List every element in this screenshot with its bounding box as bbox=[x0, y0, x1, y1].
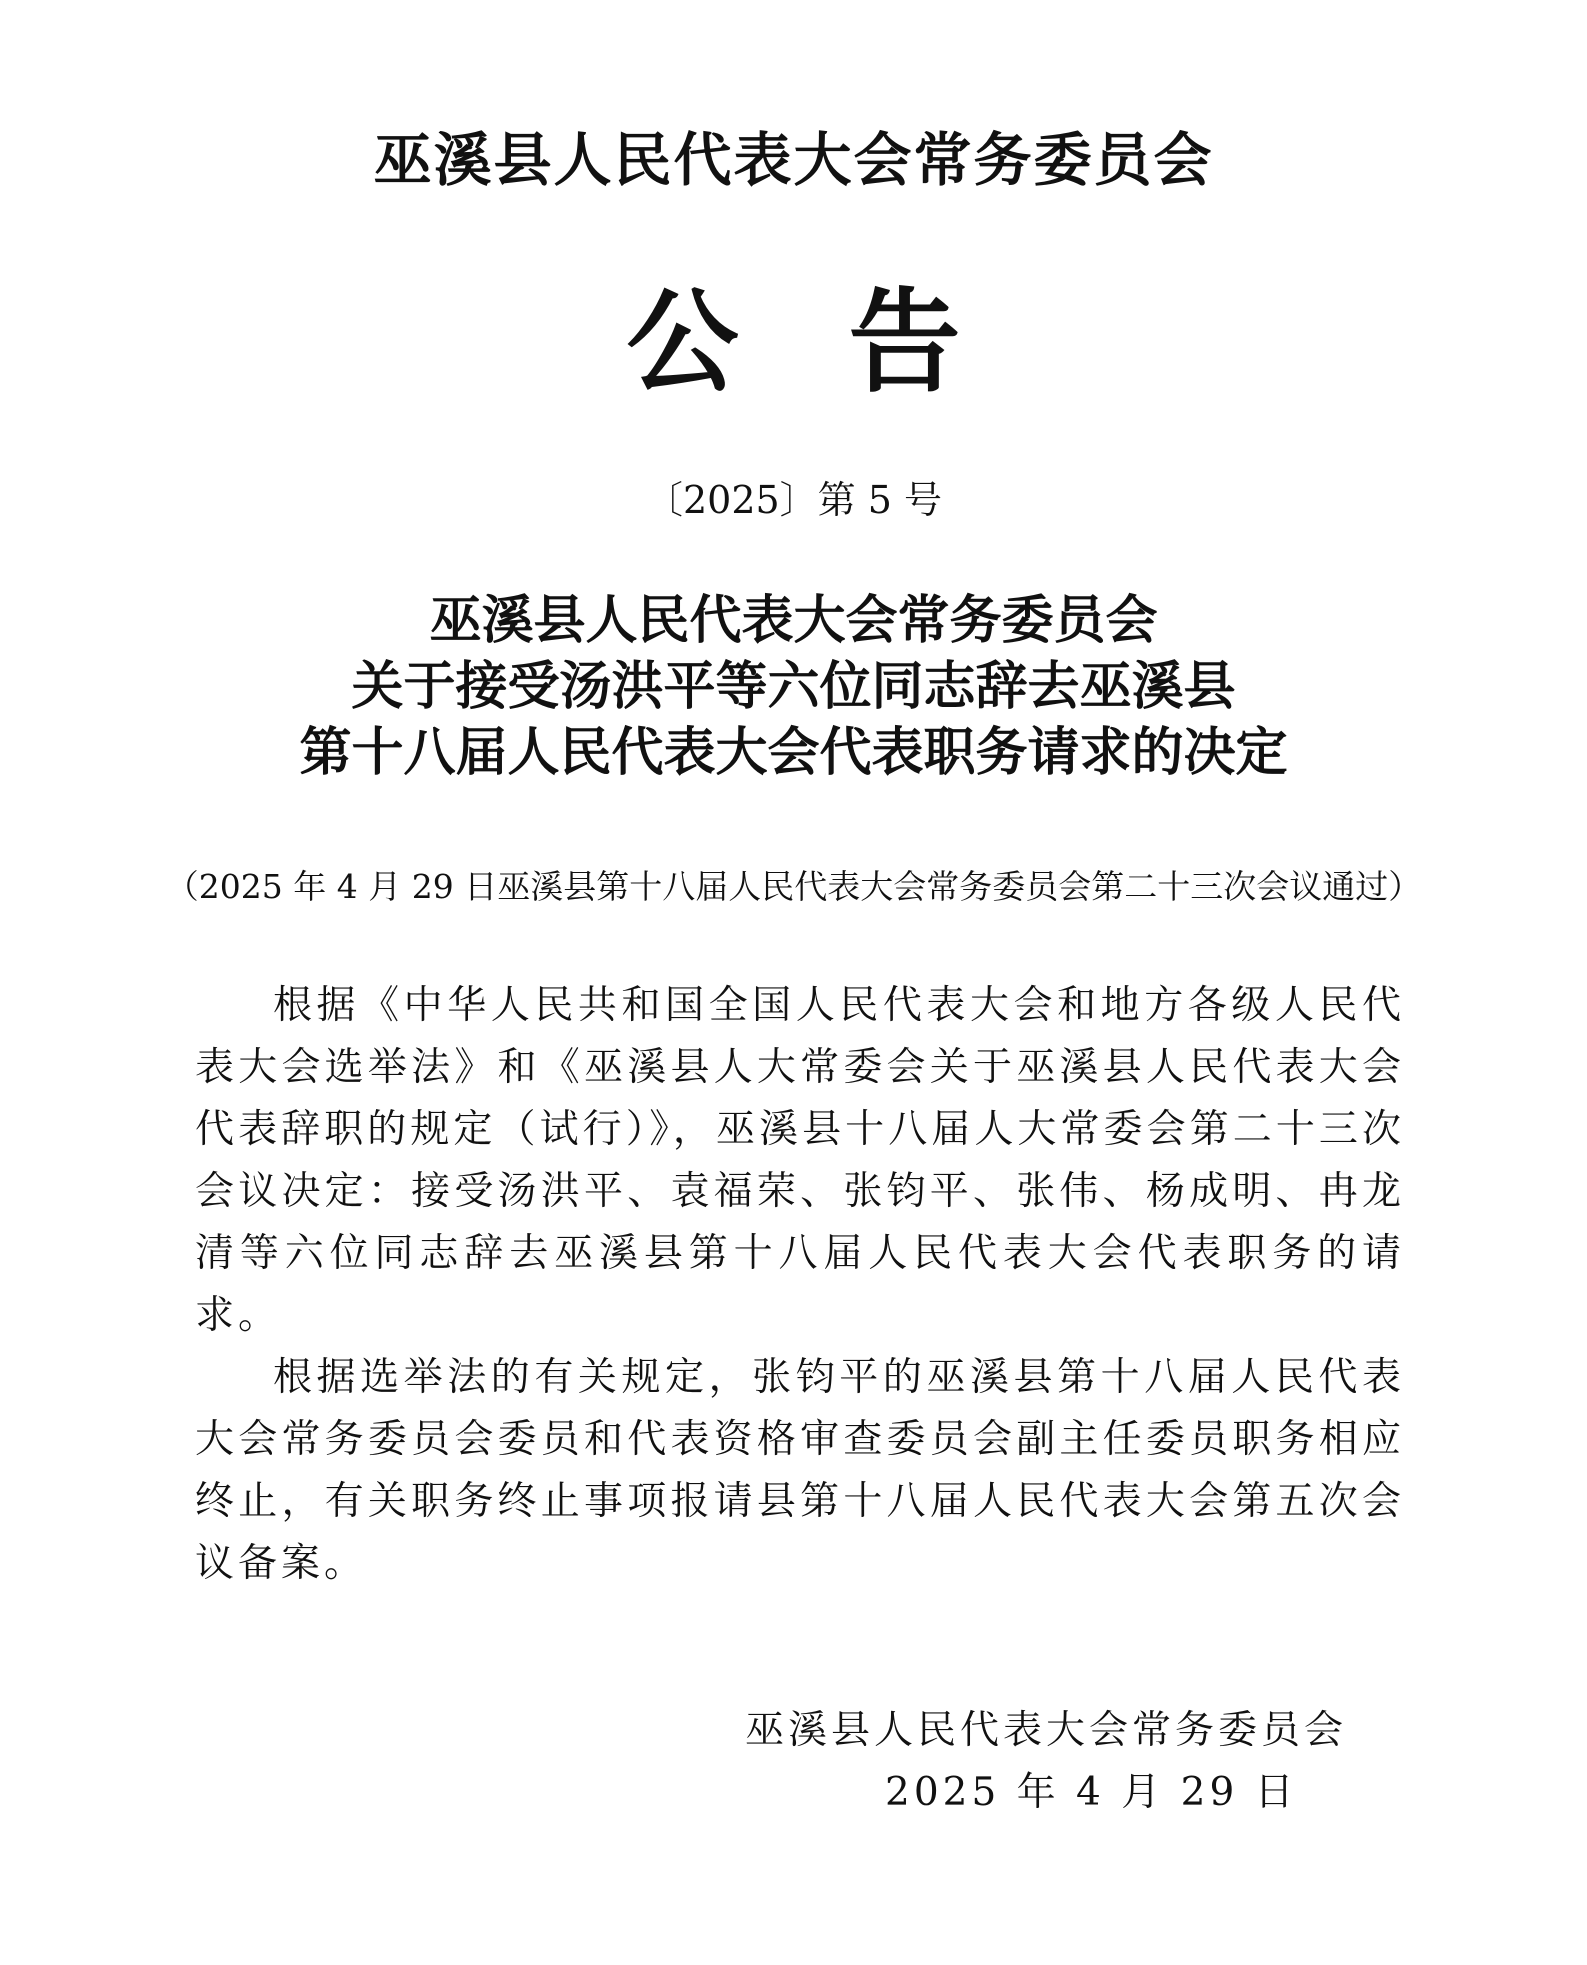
document-kind-title bbox=[0, 278, 1587, 408]
body-paragraph: 根据《中华人民共和国全国人民代表大会和地方各级人民代表大会选举法》和《巫溪县人大常委会关于巫溪县人民代表大会代表辞职的规定（试行）》，巫溪县十八届人大常委会第二十三次会议决定：接受汤洪平、袁福荣、张钧平、张伟、杨成明、冉龙清等六位同志辞去巫溪县第十八届人民代表大会代表职务的请求。 bbox=[195, 983, 1405, 1338]
decision-title bbox=[0, 588, 1587, 786]
document-kind-char-2: 告 bbox=[848, 277, 961, 408]
signature-block bbox=[745, 1700, 1347, 1824]
adoption-note: （2025 年 4 月 29 日巫溪县第十八届人民代表大会常务委员会第二十三次会议通过） bbox=[165, 867, 1422, 906]
signature-organization: 巫溪县人民代表大会常务委员会 bbox=[745, 1708, 1348, 1753]
decision-title-line: 第十八届人民代表大会代表职务请求的决定 bbox=[299, 722, 1288, 783]
body-paragraph: 根据选举法的有关规定，张钧平的巫溪县第十八届人民代表大会常务委员会委员和代表资格审查委员会副主任委员职务相应终止，有关职务终止事项报请县第十八届人民代表大会第五次会议备案。 bbox=[195, 1355, 1405, 1586]
document-kind-char-1: 公 bbox=[626, 277, 739, 408]
decision-title-line: 关于接受汤洪平等六位同志辞去巫溪县 bbox=[351, 656, 1236, 717]
body-text bbox=[195, 975, 1405, 1595]
issuer-heading: 巫溪县人民代表大会常务委员会 bbox=[373, 126, 1214, 194]
signature-date: 2025 年 4 月 29 日 bbox=[885, 1770, 1298, 1815]
document-number: 〔2025〕第 5 号 bbox=[644, 478, 943, 522]
decision-title-line: 巫溪县人民代表大会常务委员会 bbox=[429, 590, 1158, 651]
